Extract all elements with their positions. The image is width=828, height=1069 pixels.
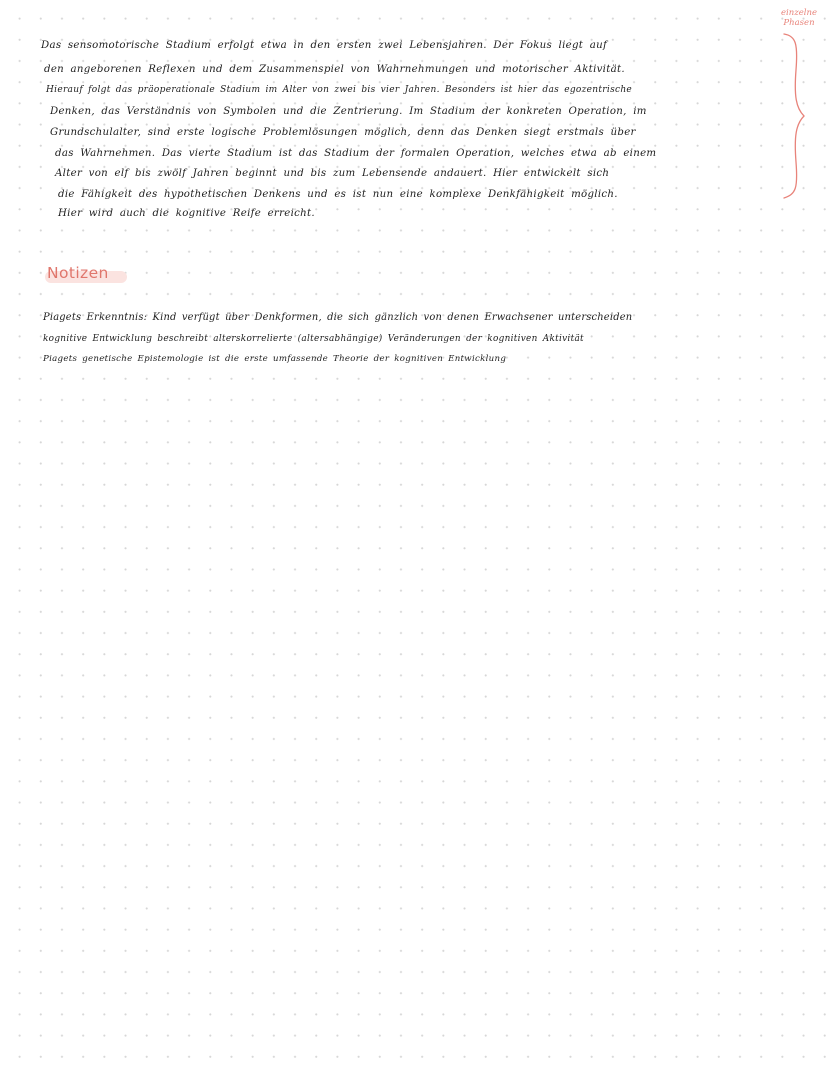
margin-note: einzelne Phasen bbox=[781, 8, 817, 28]
text-line: Hier wird auch die kognitive Reife erreicht. bbox=[58, 208, 315, 219]
notes-heading: Notizen bbox=[47, 264, 109, 282]
text-line: Denken, das Verständnis von Symbolen und die Zentrierung. Im Stadium der konkreten Operation, im bbox=[50, 106, 647, 117]
text-line: den angeborenen Reflexen und dem Zusammenspiel von Wahrnehmungen und motorischer Aktivität. bbox=[44, 64, 625, 75]
curly-brace-icon bbox=[778, 30, 808, 200]
text-line: Hierauf folgt das präoperationale Stadium im Alter von zwei bis vier Jahren. Besonders ist hier das egozentrische bbox=[46, 85, 633, 95]
note-line: Piagets Erkenntnis: Kind verfügt über Denkformen, die sich gänzlich von denen Erwachsener unterscheiden bbox=[43, 312, 633, 323]
text-line: Das sensomotorische Stadium erfolgt etwa in den ersten zwei Lebensjahren. Der Fokus liegt auf bbox=[41, 40, 608, 51]
text-line: das Wahrnehmen. Das vierte Stadium ist das Stadium der formalen Operation, welches etwa ab einem bbox=[55, 148, 657, 159]
note-line: kognitive Entwicklung beschreibt alterskorrelierte (altersabhängige) Veränderungen der kognitiven Aktivität bbox=[43, 334, 584, 344]
text-line: Grundschulalter, sind erste logische Problemlösungen möglich, denn das Denken siegt erstmals über bbox=[50, 127, 636, 138]
note-line: Piagets genetische Epistemologie ist die erste umfassende Theorie der kognitiven Entwicklung bbox=[43, 354, 507, 364]
text-line: Alter von elf bis zwölf Jahren beginnt und bis zum Lebensende andauert. Hier entwickelt sich bbox=[55, 168, 610, 179]
text-line: die Fähigkeit des hypothetischen Denkens und es ist nun eine komplexe Denkfähigkeit möglich. bbox=[58, 189, 618, 200]
